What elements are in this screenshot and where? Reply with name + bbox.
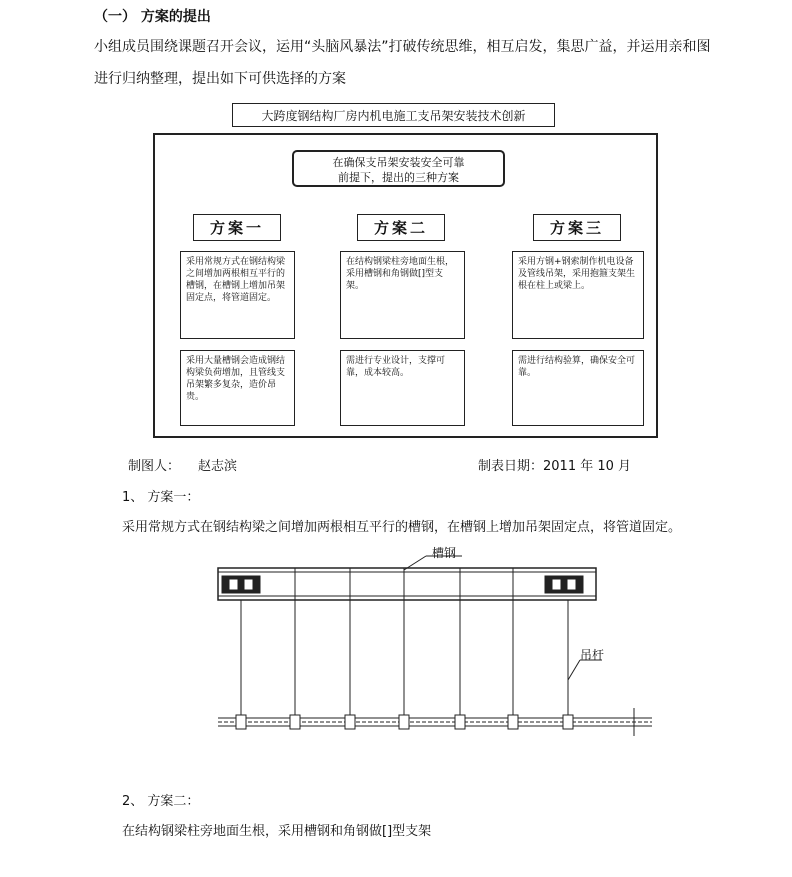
plan-1-evaluation: 采用大量槽钢会造成钢结构梁负荷增加，且管线支吊架繁多复杂，造价昂贵。 (180, 350, 295, 426)
intro-line-2: 进行归纳整理，提出如下可供选择的方案 (94, 71, 346, 87)
plan-1-title: 方案一 (193, 214, 281, 241)
plan-2-text: 在结构钢梁柱旁地面生根，采用槽钢和角钢做[]型支架 (122, 824, 432, 839)
plan-3-description: 采用方钢+钢索制作机电设备及管线吊架，采用抱箍支架生根在柱上或梁上。 (512, 251, 644, 339)
plan-3-evaluation: 需进行结构验算，确保安全可靠。 (512, 350, 644, 426)
plan-2-title: 方案二 (357, 214, 445, 241)
plan-2-description: 在结构钢梁柱旁地面生根，采用槽钢和角钢做[]型支架。 (340, 251, 465, 339)
label-hanger-rod: 吊杆 (580, 648, 605, 662)
intro-line-1: 小组成员围绕课题召开会议，运用“头脑风暴法”打破传统思维，相互启发，集思广益，并运用亲和图 (94, 39, 711, 55)
plan-2-evaluation: 需进行专业设计，支撑可靠，成本较高。 (340, 350, 465, 426)
section-heading: （一） 方案的提出 (94, 9, 211, 25)
premise-line-2: 前提下，提出的三种方案 (338, 171, 459, 184)
plan-1-description: 采用常规方式在钢结构梁之间增加两根相互平行的槽钢，在槽钢上增加吊架固定点，将管道固定。 (180, 251, 295, 339)
plan-2-heading: 2、 方案二： (122, 794, 200, 809)
plan-1-heading: 1、 方案一： (122, 490, 200, 505)
diagram-title: 大跨度钢结构厂房内机电施工支吊架安装技术创新 (261, 108, 526, 123)
plan-1-text: 采用常规方式在钢结构梁之间增加两根相互平行的槽钢，在槽钢上增加吊架固定点，将管道固定。 (122, 520, 682, 535)
maker-label: 制图人： (128, 459, 181, 474)
label-channel-steel: 槽钢 (432, 546, 457, 560)
maker-name: 赵志滨 (198, 459, 238, 474)
plan-3-title: 方案三 (533, 214, 621, 241)
table-date: 制表日期：2011 年 10 月 (478, 459, 632, 474)
premise-line-1: 在确保支吊架安装安全可靠 (332, 156, 465, 169)
